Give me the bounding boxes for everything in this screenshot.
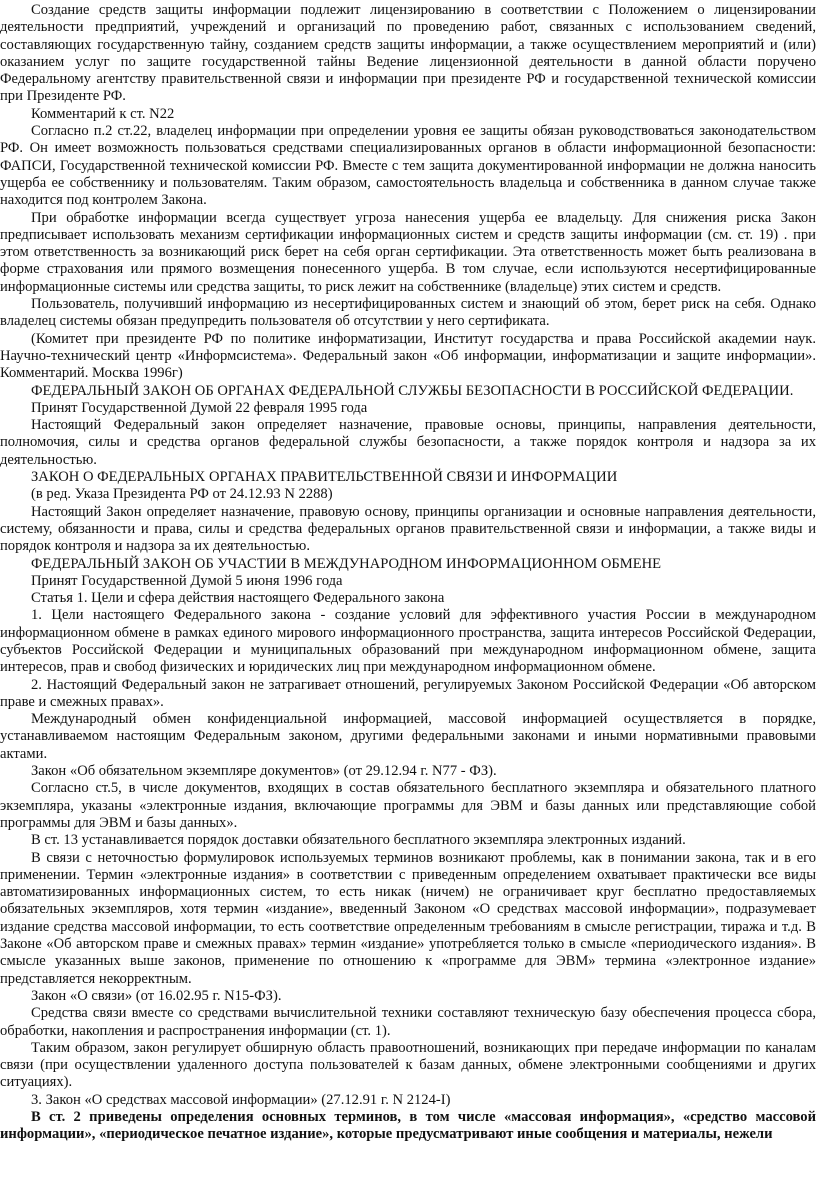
paragraph-comm-means: Средства связи вместе со средствами вычислительной техники составляют техническую базу обеспечения процесса сбора, обработки, накопления и распространения информации (ст. 1). <box>0 1005 816 1039</box>
paragraph-adopted-1995: Принят Государственной Думой 22 февраля 1995 года <box>31 399 368 416</box>
paragraph-gov-comm-scope: Настоящий Закон определяет назначение, правовую основу, принципы организации и основные направления деятельности, систему, обязанности и права, силы и средства федеральных органов правительственной связи и информации, а также виды и порядок контроля и надзора за их деятельностью. <box>0 503 816 555</box>
paragraph-risk: При обработке информации всегда существует угроза нанесения ущерба ее владельцу. Для снижения риска Закон предписывает использовать механизм сертификации информационных систем и средств защиты информации (см. ст. 19) . при этом ответственность за возникающий риск берет на себя орган сертификации. Эта ответственность может быть реализована в форме страхования или прямого возмещения понесенного ущерба. В том случае, если используются несертифицированные информационные системы или средства защиты, то риск лежит на собственнике (владельце) этих систем и средств. <box>0 209 816 295</box>
paragraph-terminology: В связи с неточностью формулировок используемых терминов возникают проблемы, как в понимании закона, так и в его применении. Термин «электронные издания» в соответствии с приведенным определением охватывает практически все виды автоматизированных информационных систем, то есть никак (ничем) не ограничивает круг бесплатно предоставляемых обязательных экземпляров, хотя термин «издание», введенный Законом «О средствах массовой информации», подразумевает издание средства массовой информации, то есть соответствие определенным требованиям в смысле регистрации, тиража и т.д. В Законе «Об авторском праве и смежных правах» термин «издание» употребляется только в смысле «периодического издания». В смысле указанных выше законов, применение по отношению к «программе для ЭВМ» термина «электронное издание» представляется некорректным. <box>0 849 816 987</box>
paragraph-user-risk: Пользователь, получивший информацию из несертифицированных систем и знающий об этом, берет риск на себя. Однако владелец системы обязан предупредить пользователя об отсутствии у него сертификата. <box>0 296 816 330</box>
paragraph-goals: 1. Цели настоящего Федерального закона - создание условий для эффективного участия России в международном информационном обмене в рамках единого мирового информационного пространства, защита интересов Российской Федерации, субъектов Российской Федерации и муниципальных образований при международном информационном обмене, защита интересов, прав и свобод физических и юридических лиц при международном информационном обмене. <box>0 607 816 676</box>
paragraph-article-5: Согласно ст.5, в числе документов, входящих в состав обязательного бесплатного экземпляра и обязательного платного экземпляра, указаны «электронные издания, включающие программы для ЭВМ и базы данных или представляющие собой программы для ЭВМ и базы данных». <box>0 780 816 831</box>
heading-intl-exchange-law: ФЕДЕРАЛЬНЫЙ ЗАКОН ОБ УЧАСТИИ В МЕЖДУНАРОДНОМ ИНФОРМАЦИОННОМ ОБМЕНЕ <box>31 555 662 572</box>
heading-fsb-law: ФЕДЕРАЛЬНЫЙ ЗАКОН ОБ ОРГАНАХ ФЕДЕРАЛЬНОЙ СЛУЖБЫ БЕЗОПАСНОСТИ В РОССИЙСКОЙ ФЕДЕРАЦИИ. <box>31 382 794 399</box>
paragraph-licensing: Создание средств защиты информации подлежит лицензированию в соответствии с Положением о лицензировании деятельности предприятий, учреждений и организаций по проведению работ, связанных с использованием сведений, составляющих государственную тайну, созданием средств защиты информации, а также осуществлением мероприятий и (или) оказанием услуг по защите государственной тайны Ведение лицензионной деятельности в данной области поручено Федеральному агентству правительственной связи и информации при президенте РФ и государственной технической комиссии при Президенте РФ. <box>0 2 816 105</box>
paragraph-confidential-exchange: Международный обмен конфиденциальной информацией, массовой информацией осуществляется в порядке, устанавливаемом настоящим Федеральным законом, другими федеральными законами и иными нормативными правовыми актами. <box>0 711 816 762</box>
paragraph-article-1: Статья 1. Цели и сфера действия настоящего Федерального закона <box>31 590 445 607</box>
paragraph-legal-relations: Таким образом, закон регулирует обширную область правоотношений, возникающих при передаче информации по каналам связи (при осуществлении удаленного доступа пользователей к базам данных, обмене электронными сообщениями и других ситуациях). <box>0 1039 816 1091</box>
paragraph-article-22: Согласно п.2 ст.22, владелец информации при определении уровня ее защиты обязан руководствоваться законодательством РФ. Он имеет возможность пользоваться средствами специализированных органов в области информационной безопасности: ФАПСИ, Государственной технической комиссии РФ. Вместе с тем защита документированной информации не должна наносить ущерба ее собственнику и пользователям. Таким образом, самостоятельность владельца и собственника в данном случае также находится под контролем Закона. <box>0 123 816 209</box>
paragraph-communications-law: Закон «О связи» (от 16.02.95 г. N15-ФЗ). <box>31 987 282 1004</box>
paragraph-copyright-scope: 2. Настоящий Федеральный закон не затрагивает отношений, регулируемых Законом Российской Федерации «Об авторском праве и смежных правах». <box>0 676 816 710</box>
paragraph-comment-heading: Комментарий к ст. N22 <box>31 105 175 122</box>
heading-gov-comm-law: ЗАКОН О ФЕДЕРАЛЬНЫХ ОРГАНАХ ПРАВИТЕЛЬСТВЕННОЙ СВЯЗИ И ИНФОРМАЦИИ <box>31 469 618 486</box>
paragraph-mass-media-law: 3. Закон «О средствах массовой информации» (27.12.91 г. N 2124-I) <box>31 1091 451 1108</box>
paragraph-article-2-definitions: В ст. 2 приведены определения основных терминов, в том числе «массовая информация», «средство массовой информации», «периодическое печатное издание», которые предусматривают иные сообщения и материалы, нежели <box>0 1109 816 1143</box>
paragraph-adopted-1996: Принят Государственной Думой 5 июня 1996 года <box>31 572 343 589</box>
paragraph-fsb-scope: Настоящий Федеральный закон определяет назначение, правовые основы, принципы, направления деятельности, полномочия, силы и средства органов федеральной службы безопасности, а также порядок контроля и надзора за их деятельностью. <box>0 417 816 468</box>
paragraph-article-13: В ст. 13 устанавливается порядок доставки обязательного бесплатного экземпляра электронных изданий. <box>31 832 686 849</box>
paragraph-source-citation: (Комитет при президенте РФ по политике информатизации, Институт государства и права Российской академии наук. Научно-технический центр «Информсистема». Федеральный закон «Об информации, информатизации и защите информации». Комментарий. Москва 1996г) <box>0 330 816 382</box>
paragraph-decree-ref: (в ред. Указа Президента РФ от 24.12.93 N 2288) <box>31 486 333 503</box>
paragraph-mandatory-copy-law: Закон «Об обязательном экземпляре документов» (от 29.12.94 г. N77 - ФЗ). <box>31 763 497 780</box>
